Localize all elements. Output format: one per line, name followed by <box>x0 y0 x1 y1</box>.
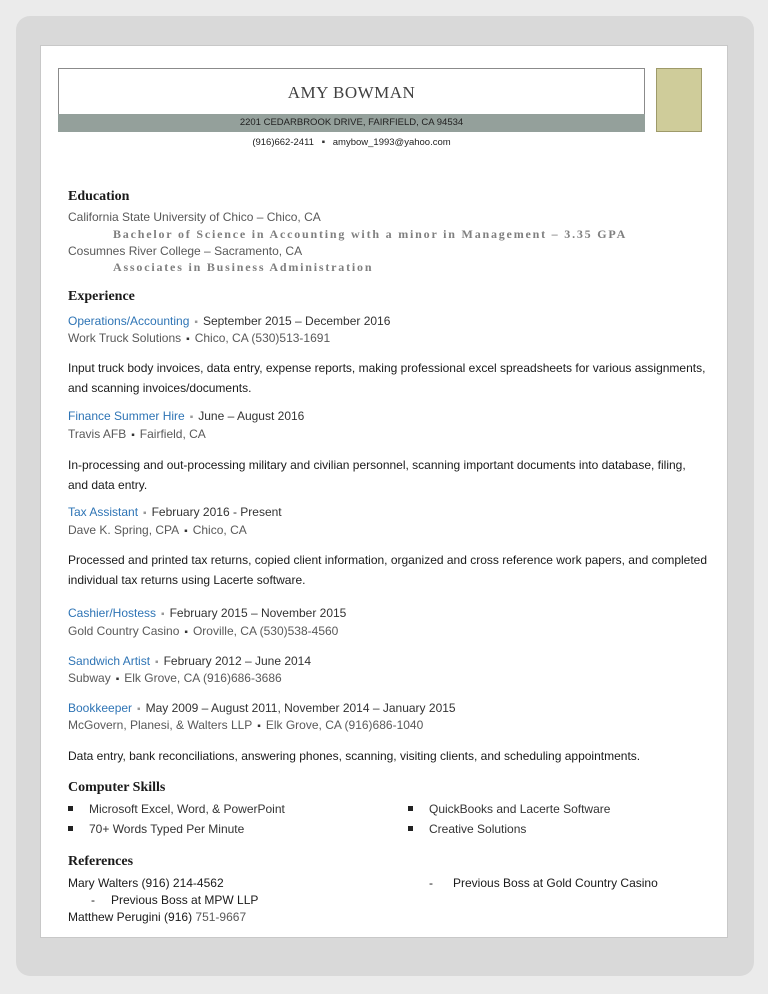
job-3-employer: Dave K. Spring, CPA <box>68 523 180 537</box>
name-box <box>58 68 645 115</box>
bullet-icon: ▪ <box>131 430 135 441</box>
job-6-description: Data entry, bank reconciliations, answering phones, scanning, visiting clients, and scheduling appointments. <box>68 749 641 763</box>
job-2-description: In-processing and out-processing military and civilian personnel, scanning important documents into database, filing, and data entry. <box>68 458 686 492</box>
bullet-icon: ▪ <box>143 508 147 519</box>
job-2-employer: Travis AFB <box>68 427 127 441</box>
job-3-dates: February 2016 - Present <box>151 505 282 519</box>
candidate-name: AMY BOWMAN <box>287 83 416 102</box>
bullet-icon: ▪ <box>137 704 141 715</box>
skill-label: QuickBooks and Lacerte Software <box>429 802 611 816</box>
job-2-employer-line <box>68 427 206 441</box>
bullet-icon: ▪ <box>115 674 120 685</box>
bullet-icon: ▪ <box>161 609 165 620</box>
square-bullet-icon <box>408 826 413 831</box>
skills-title: Computer Skills <box>68 780 166 795</box>
bullet-icon: ▪ <box>257 721 261 732</box>
job-1-employer-line <box>68 331 330 345</box>
job-6-dates: May 2009 – August 2011, November 2014 – January 2015 <box>145 701 456 715</box>
job-4-location: Oroville, CA (530)538-4560 <box>192 624 339 638</box>
job-5-employer: Subway <box>68 671 111 685</box>
job-5-role: Sandwich Artist <box>68 654 151 668</box>
skill-label: Creative Solutions <box>429 822 527 836</box>
job-4-dates: February 2015 – November 2015 <box>169 606 347 620</box>
degree-1: Bachelor of Science in Accounting with a minor in Management – 3.35 GPA <box>113 227 628 241</box>
job-5-location: Elk Grove, CA (916)686-3686 <box>124 671 282 685</box>
job-3-role: Tax Assistant <box>68 505 139 519</box>
resume-page <box>40 45 728 938</box>
bullet-icon: ▪ <box>186 334 190 345</box>
job-3-description: Processed and printed tax returns, copied client information, organized and cross reference work papers, and completed individual tax returns using Lacerte software. <box>68 553 708 587</box>
reference-2-note: Previous Boss at MPW LLP <box>111 893 259 907</box>
skill-item <box>408 802 610 816</box>
job-6-location: Elk Grove, CA (916)686-1040 <box>265 718 424 732</box>
degree-2: Associates in Business Administration <box>113 260 374 274</box>
job-3-header <box>68 505 282 519</box>
job-6-employer-line <box>68 718 423 732</box>
bullet-icon: ▪ <box>189 412 194 423</box>
reference-3-phone: 751-9667 <box>195 910 247 924</box>
square-bullet-icon <box>68 826 73 831</box>
job-2-role: Finance Summer Hire <box>68 409 185 423</box>
dash: - <box>429 876 433 890</box>
job-1-header <box>68 314 390 328</box>
experience-title: Experience <box>68 289 135 304</box>
job-3-employer-line <box>68 523 247 537</box>
job-1-employer: Work Truck Solutions <box>68 331 182 345</box>
job-3-location: Chico, CA <box>192 523 247 537</box>
job-2-location: Fairfield, CA <box>139 427 206 441</box>
job-1-description: Input truck body invoices, data entry, expense reports, making professional excel spreadsheets for various assignments, and scanning invoices/documents. <box>68 361 706 395</box>
skill-label: Microsoft Excel, Word, & PowerPoint <box>89 802 285 816</box>
bullet-icon: ▪ <box>321 137 326 148</box>
square-bullet-icon <box>408 806 413 811</box>
job-5-dates: February 2012 – June 2014 <box>163 654 312 668</box>
job-4-role: Cashier/Hostess <box>68 606 157 620</box>
job-6-header <box>68 701 456 715</box>
address-bar: 2201 CEDARBROOK DRIVE, FAIRFIELD, CA 94534 <box>58 114 645 132</box>
skill-label: 70+ Words Typed Per Minute <box>89 822 245 836</box>
reference-3-name: Matthew Perugini (916) <box>68 910 196 924</box>
square-bullet-icon <box>68 806 73 811</box>
reference-1: Mary Walters (916) 214-4562 <box>68 876 224 890</box>
job-5-header <box>68 654 311 668</box>
references-title: References <box>68 854 134 869</box>
job-2-header <box>68 409 304 423</box>
skill-item <box>68 822 244 836</box>
bullet-icon: ▪ <box>194 317 198 328</box>
job-1-role: Operations/Accounting <box>68 314 190 328</box>
job-6-employer: McGovern, Planesi, & Walters LLP <box>68 718 253 732</box>
job-4-employer: Gold Country Casino <box>68 624 180 638</box>
reference-3 <box>68 910 246 924</box>
phone: (916)662-2411 <box>252 137 314 148</box>
decorative-square <box>656 68 702 132</box>
education-title: Education <box>68 189 130 204</box>
job-5-employer-line <box>68 671 282 685</box>
job-6-role: Bookkeeper <box>68 701 133 715</box>
contact-line <box>58 137 645 148</box>
job-2-dates: June – August 2016 <box>198 409 305 423</box>
job-1-dates: September 2015 – December 2016 <box>202 314 391 328</box>
bullet-icon: ▪ <box>184 526 188 537</box>
dash: - <box>91 893 95 907</box>
email: amybow_1993@yahoo.com <box>332 137 451 148</box>
reference-1-note-line <box>429 876 658 890</box>
job-4-header <box>68 606 346 620</box>
school-2: Cosumnes River College – Sacramento, CA <box>68 244 303 258</box>
bullet-icon: ▪ <box>155 657 159 668</box>
skill-item <box>408 822 526 836</box>
reference-2-note-line <box>91 893 258 907</box>
skill-item <box>68 802 285 816</box>
job-4-employer-line <box>68 624 338 638</box>
reference-1-note: Previous Boss at Gold Country Casino <box>453 876 658 890</box>
school-1: California State University of Chico – Chico, CA <box>68 210 321 224</box>
bullet-icon: ▪ <box>184 627 188 638</box>
job-1-location: Chico, CA (530)513-1691 <box>194 331 331 345</box>
